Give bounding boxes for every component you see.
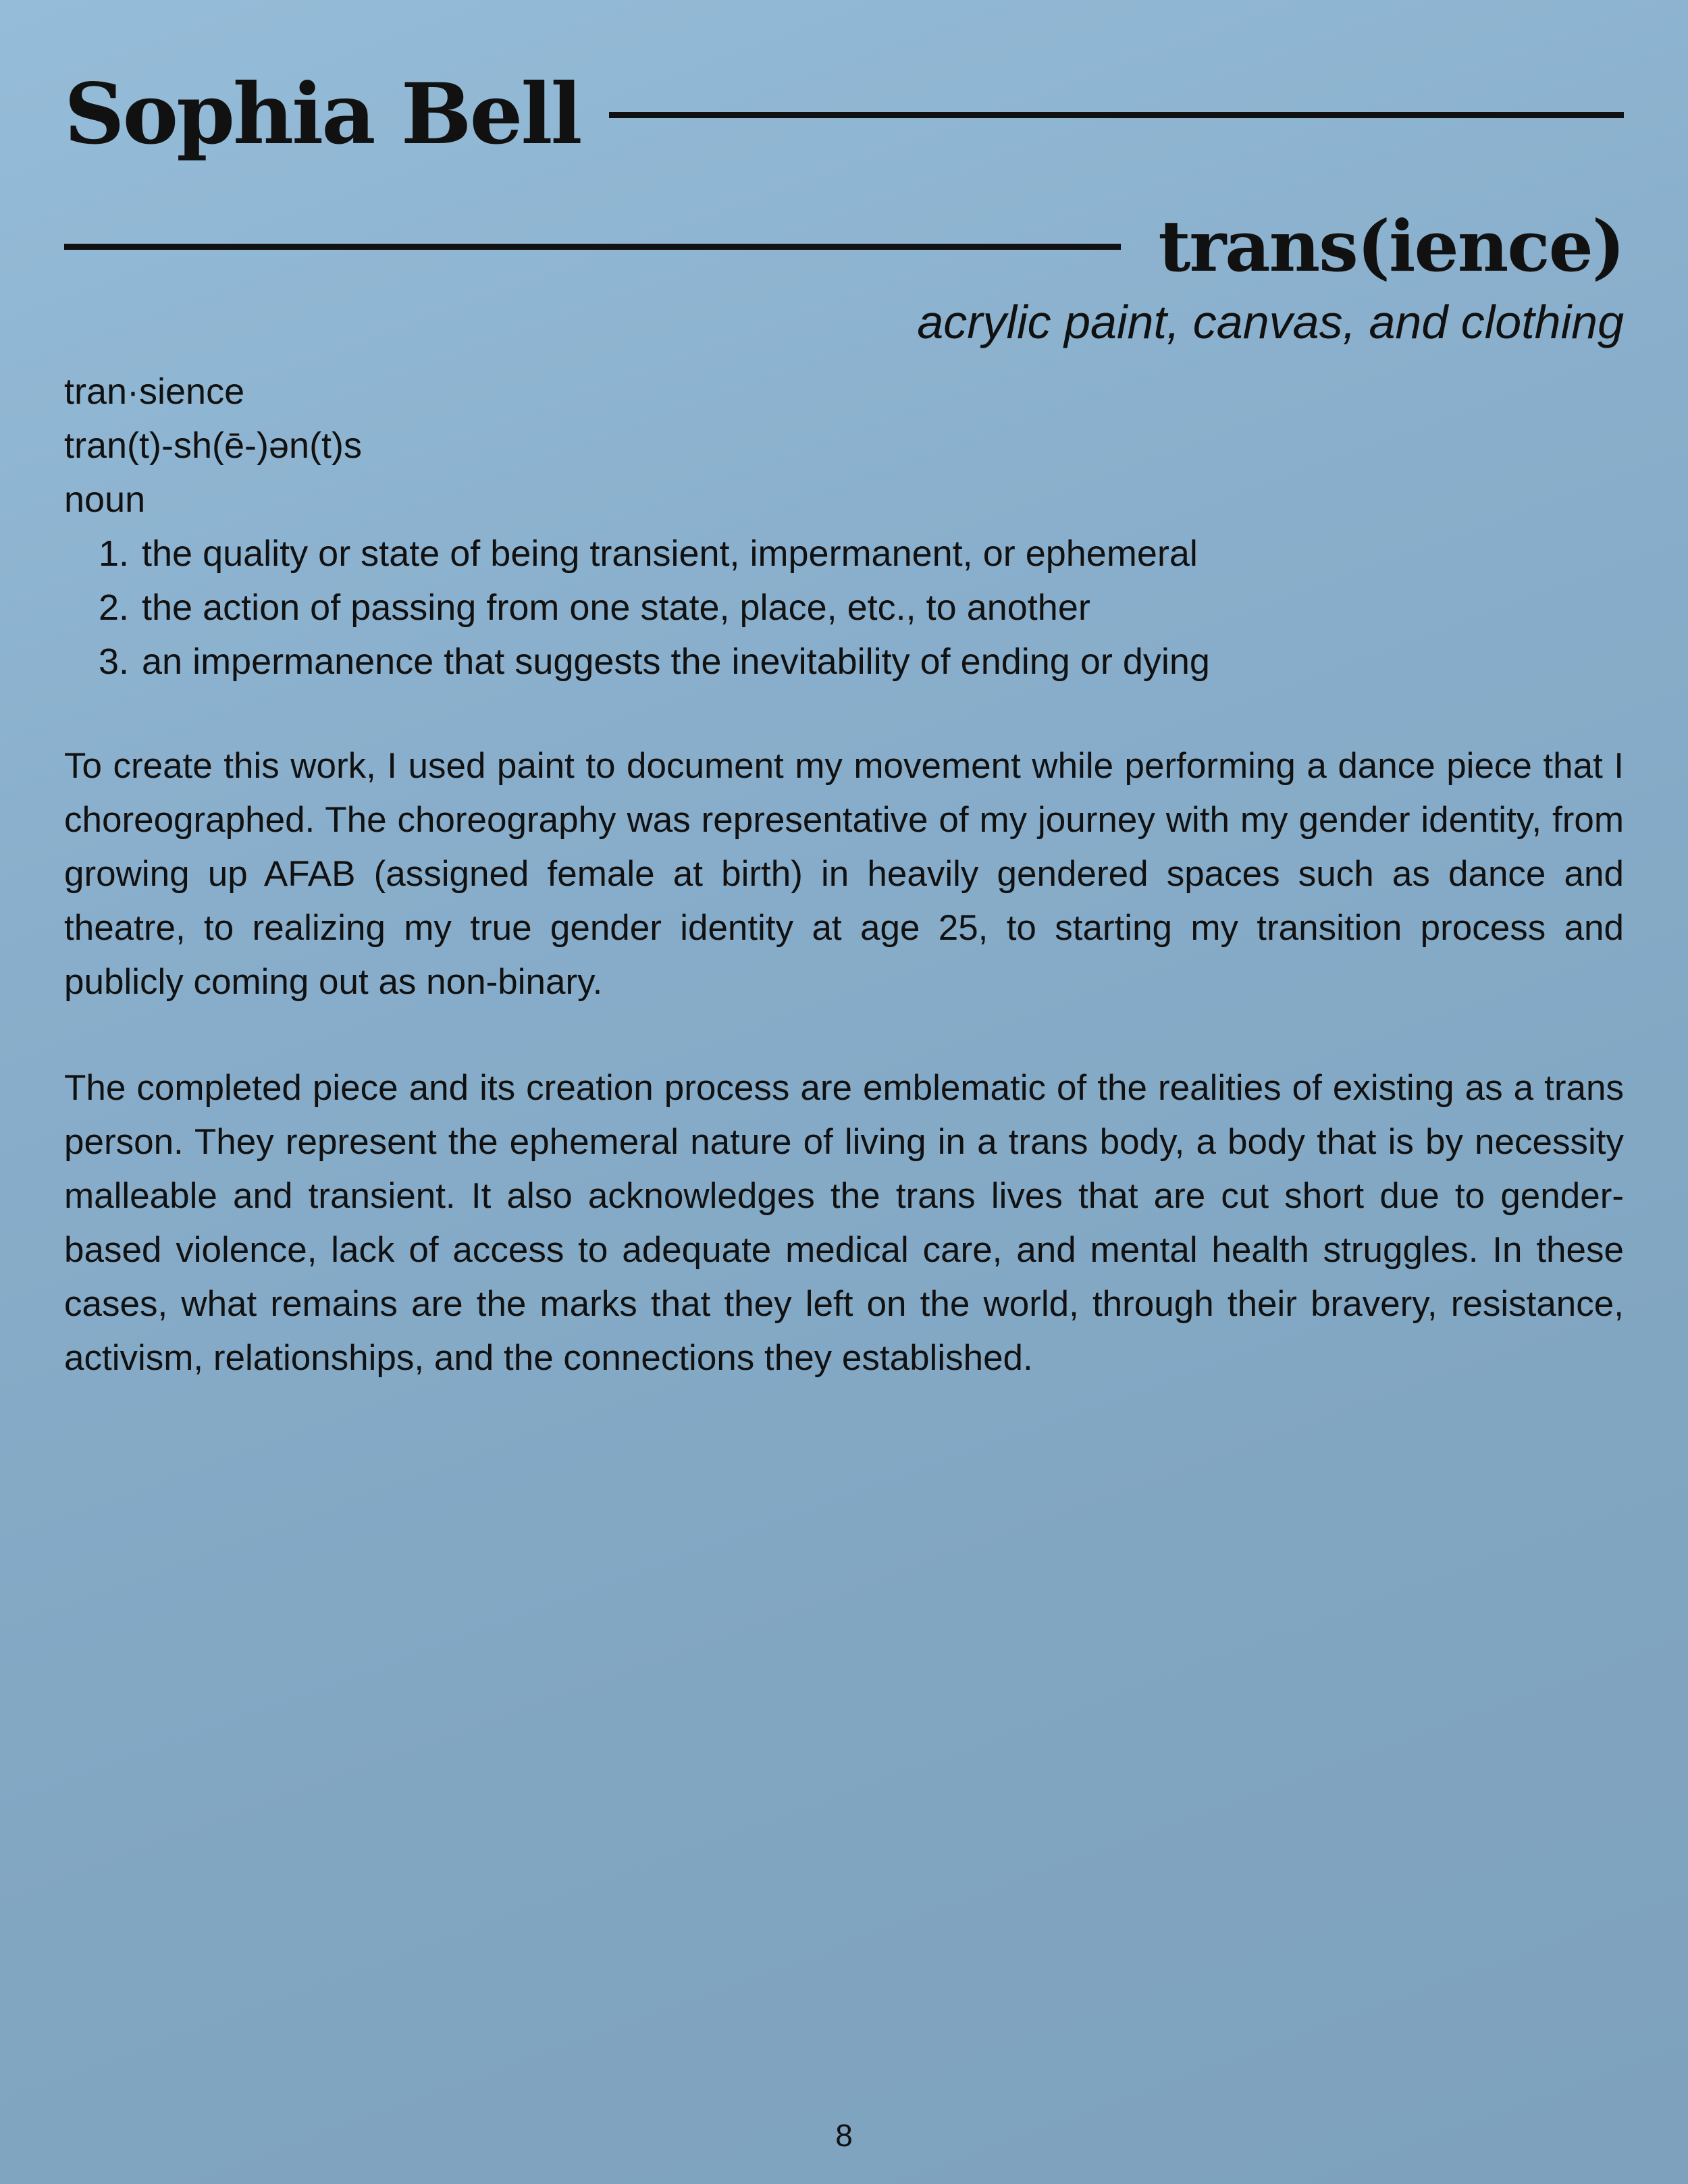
definition-senses [64,527,1624,689]
sense-text: the quality or state of being transient, impermanent, or ephemeral [142,533,1198,574]
header-rule-right [609,112,1624,118]
definition-headword: tran·sience [64,371,245,412]
statement-paragraph-2: The completed piece and its creation process are emblematic of the realities of existing as a trans person. They represent the ephemeral nature of living in a trans body, a body that is by necessity malleable and transient. It also acknowledges the trans lives that are cut short due to gender-based violence, lack of access to adequate medical care, and mental health struggles. In these cases, what remains are the marks that they left on the world, through their bravery, resistance, activism, relationships, and the connections they established. [64,1068,1624,1378]
header-row [64,64,1624,165]
artwork-title: trans(ience) [1158,205,1624,288]
definition-part-of-speech: noun [64,479,146,520]
sense-number: 2. [98,587,129,628]
dictionary-definition [64,365,1624,689]
title-rule-left [64,244,1121,250]
page [64,0,1624,2184]
artwork-medium: acrylic paint, canvas, and clothing [917,296,1624,348]
definition-pronunciation: tran(t)-sh(ē-)ən(t)s [64,425,363,466]
statement-paragraph-1: To create this work, I used paint to document my movement while performing a dance piece that I choreographed. The choreography was representative of my journey with my gender identity, from growing up AFAB (assigned female at birth) in heavily gendered spaces such as dance and theatre, to realizing my true gender identity at age 25, to starting my transition process and publicly coming out as non-binary. [64,746,1624,1002]
artist-name: Sophia Bell [64,65,581,163]
page-number: 8 [835,2118,853,2153]
title-row [64,203,1624,290]
sense-number: 3. [98,641,129,682]
definition-sense [64,635,1624,689]
definition-sense [64,527,1624,581]
sense-number: 1. [98,533,129,574]
sense-text: the action of passing from one state, place, etc., to another [142,587,1090,628]
sense-text: an impermanence that suggests the inevitability of ending or dying [142,641,1210,682]
definition-sense [64,581,1624,635]
